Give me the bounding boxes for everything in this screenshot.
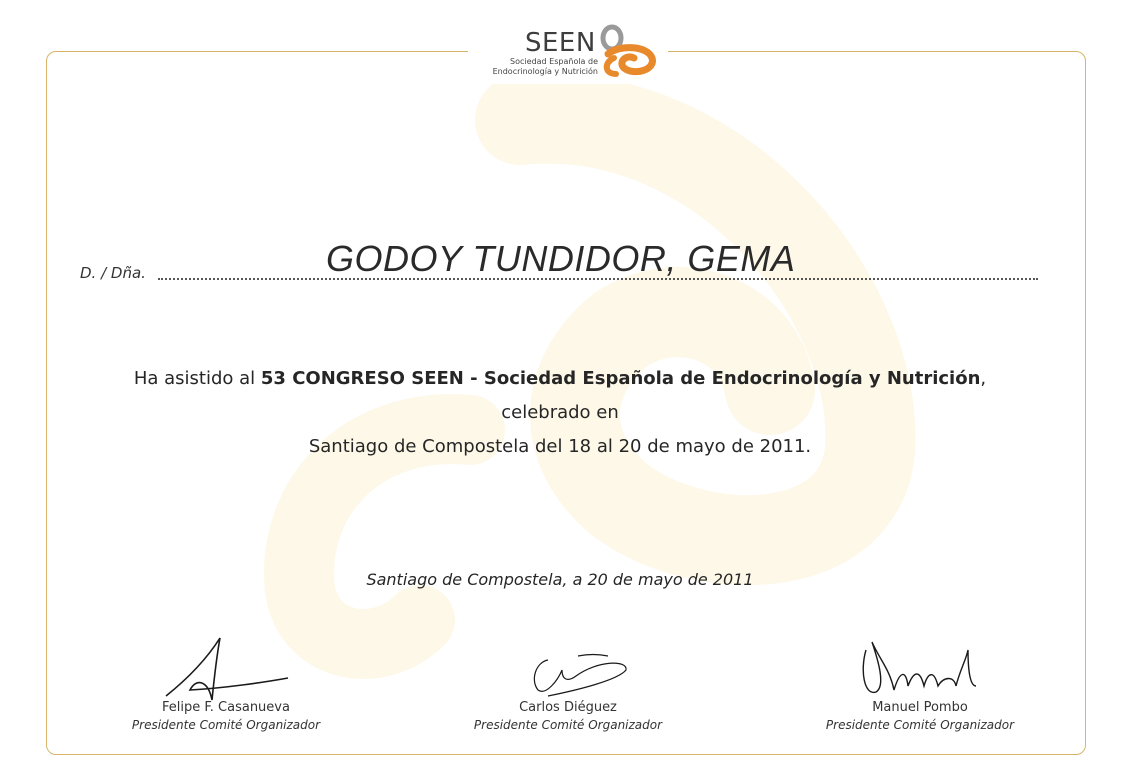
place-and-date: Santiago de Compostela, a 20 de mayo de 2011 — [366, 570, 754, 589]
logo-subtitle: Sociedad Española de Endocrinología y Nutrición — [492, 57, 598, 76]
attendance-statement — [90, 362, 1030, 464]
logo-title: SEEN — [525, 28, 596, 58]
signatory-2-name: Carlos Diéguez — [519, 700, 617, 715]
signature-block-3 — [810, 630, 1030, 740]
signature-2-icon — [458, 630, 678, 705]
statement-suffix: , celebrado en — [501, 368, 987, 423]
statement-prefix: Ha asistido al — [133, 368, 261, 389]
signatory-1-role: Presidente Comité Organizador — [131, 718, 321, 732]
seen-symbol-icon — [590, 24, 660, 80]
seen-logo — [478, 22, 668, 82]
recipient-label: D. / Dña. — [80, 264, 146, 282]
signature-block-1 — [116, 630, 336, 740]
signatory-1-name: Felipe F. Casanueva — [162, 700, 290, 715]
statement-line2: Santiago de Compostela del 18 al 20 de mayo de 2011. — [308, 436, 812, 457]
signature-block-2 — [458, 630, 678, 740]
signature-1-icon — [116, 630, 336, 705]
signatory-3-role: Presidente Comité Organizador — [825, 718, 1015, 732]
recipient-name: GODOY TUNDIDOR, GEMA — [326, 238, 796, 279]
signatory-2-role: Presidente Comité Organizador — [473, 718, 663, 732]
signatory-3-name: Manuel Pombo — [872, 700, 968, 715]
signature-3-icon — [810, 630, 1030, 705]
event-name: 53 CONGRESO SEEN - Sociedad Española de Endocrinología y Nutrición — [260, 368, 981, 389]
